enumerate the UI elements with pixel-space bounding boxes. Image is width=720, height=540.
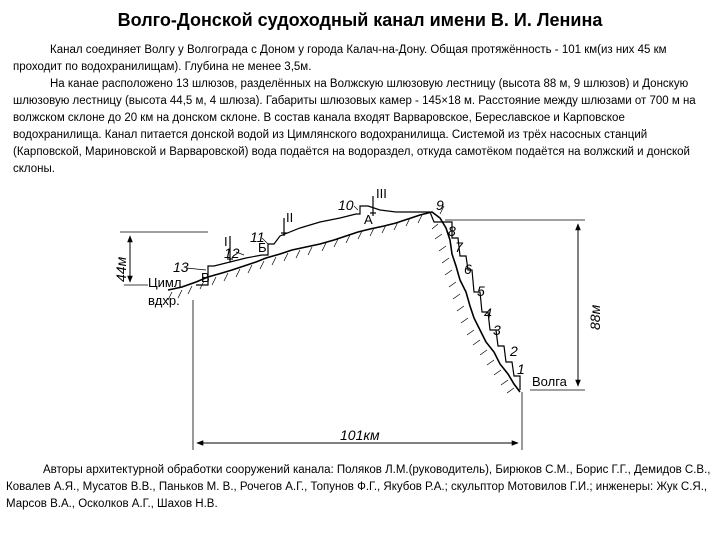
lock-number-9: 9	[436, 197, 444, 213]
lock-number-12: 12	[224, 245, 240, 261]
lock-number-11: 11	[250, 229, 265, 245]
lock-number-5: 5	[477, 283, 485, 299]
reservoir-letter-V: В	[201, 270, 210, 285]
paragraph-locks: На канае расположено 13 шлюзов, разделённых на Волжскую шлюзовую лестницу (высота 88 м, 9 шлюзов) и Донскую шлюзовую лестницу (высота 44,5 м, 4 шлюза). Габариты шлюзовых камер - 145×18 м. Расстояние между шлюзами от 700 м на волжском склоне до 20 км на донском склоне. В состав канала входят Варваровское, Береславское и Карповское водохранилища. Канал питается донской водой из Цимлянского водохранилища. Системой из трёх насосных станций (Карповской, Мариновской и Варваровской) вода подаётся на водораздел, откуда самотёком подаётся на волжский и донской склоны.	[13, 78, 696, 175]
canal-water-line	[196, 206, 520, 390]
lock-number-13: 13	[173, 259, 189, 275]
height-label-44: 44м	[113, 256, 129, 282]
height-dimension-88	[445, 220, 585, 390]
paragraph-intro: Канал соединяет Волгу у Волгограда с Доном у города Калач-на-Дону. Общая протяжённость - 101 км(из них 45 км проходит по водохранилищам). Глубина не менее 3,5м.	[13, 44, 667, 73]
lock-number-2: 2	[510, 343, 518, 359]
credits-paragraph: Авторы архитектурной обработки сооружений канала: Поляков Л.М.(руководитель), Бирюков С.М., Борис Г.Г., Демидов С.В., Ковалев А.Я., Мусатов В.В., Паньков М. В., Рочегов А.Г., Топунов Ф.Г., Якубов Р.А.; скульптор Мотовилов Г.И.; инженеры: Жук С.Я., Марсов В.А., Осколков А.Г., Шахов Н.В.	[6, 464, 711, 510]
reservoir-letter-A: А	[364, 212, 373, 227]
pumping-station-label-III: III	[376, 186, 387, 201]
lock-number-3: 3	[493, 322, 501, 338]
lock-number-10: 10	[338, 197, 354, 213]
terrain-profile	[168, 212, 520, 392]
lock-number-7: 7	[455, 239, 463, 255]
height-label-88: 88м	[587, 304, 603, 330]
start-label-reservoir-suffix: вдхр.	[148, 293, 180, 308]
pumping-station-label-I: I	[224, 234, 228, 249]
lock-number-6: 6	[464, 261, 472, 277]
page-title: Волго-Донской судоходный канал имени В. И. Ленина	[117, 10, 603, 30]
start-label-reservoir: Цимл.	[148, 275, 186, 290]
lock-number-1: 1	[517, 361, 525, 377]
reservoir-letter-B: Б	[258, 240, 267, 255]
lock-number-4: 4	[484, 305, 492, 321]
pumping-station-label-II: II	[286, 210, 294, 225]
end-label-volga: Волга	[532, 374, 567, 389]
lock-number-8: 8	[448, 223, 456, 239]
length-label-101: 101км	[340, 427, 380, 443]
